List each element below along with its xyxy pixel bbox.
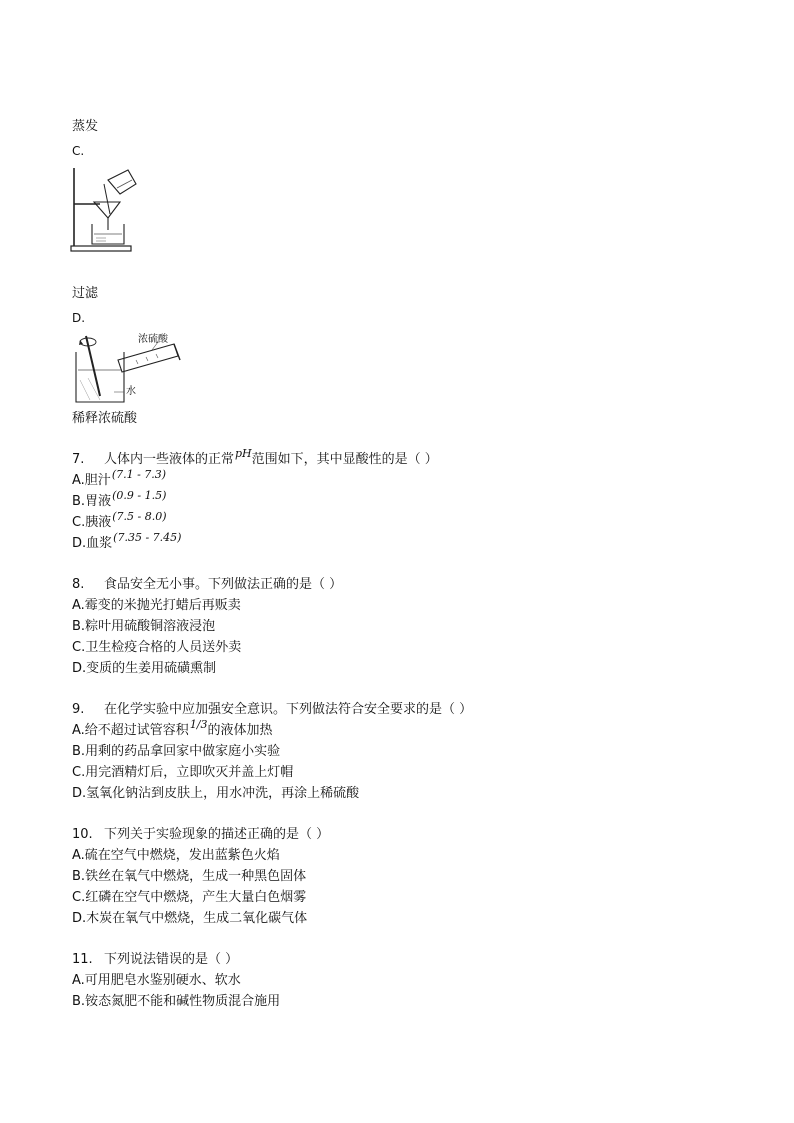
question-11-option-a[interactable]: A.可用肥皂水鉴别硬水、软水	[72, 973, 241, 988]
label-concentrated-acid: 浓硫酸	[138, 334, 168, 345]
question-9-option-a[interactable]: A.给不超过试管容积$^{1/3}$的液体加热	[72, 718, 273, 738]
question-7-option-d[interactable]: D.血浆$^{(7.35 - 7.45)}$	[72, 531, 182, 551]
caption-dilution: 稀释浓硫酸	[72, 411, 138, 426]
question-9-option-b[interactable]: B.用剩的药品拿回家中做家庭小实验	[72, 744, 281, 759]
question-11-option-b[interactable]: B.铵态氮肥不能和碱性物质混合施用	[72, 994, 281, 1009]
question-number: 7.	[72, 452, 85, 467]
option-d-letter: D.	[72, 311, 86, 325]
caption-evaporation: 蒸发	[72, 119, 99, 134]
question-number: 10.	[72, 827, 93, 842]
question-7-option-b[interactable]: B.胃液$^{(0.9 - 1.5)}$	[72, 489, 167, 509]
question-10-option-c[interactable]: C.红磷在空气中燃烧，产生大量白色烟雾	[72, 890, 307, 905]
question-8-option-c[interactable]: C.卫生检疫合格的人员送外卖	[72, 640, 242, 655]
question-9-option-c[interactable]: C.用完酒精灯后，立即吹灭并盖上灯帽	[72, 765, 294, 780]
option-c-letter: C.	[72, 144, 85, 158]
question-11-stem: 11. 下列说法错误的是（ ）	[72, 952, 239, 967]
question-9-stem: 9. 在化学实验中应加强安全意识。下列做法符合安全要求的是（ ）	[72, 702, 473, 717]
label-water: 水	[126, 386, 136, 397]
question-number: 9.	[72, 702, 85, 717]
question-7-option-a[interactable]: A.胆汁$^{(7.1 - 7.3)}$	[72, 468, 167, 488]
question-8-stem: 8. 食品安全无小事。下列做法正确的是（ ）	[72, 577, 343, 592]
question-10-option-d[interactable]: D.木炭在氧气中燃烧，生成二氧化碳气体	[72, 911, 308, 926]
question-10-option-a[interactable]: A.硫在空气中燃烧，发出蓝紫色火焰	[72, 848, 280, 863]
question-9-option-d[interactable]: D.氢氧化钠沾到皮肤上，用水冲洗，再涂上稀硫酸	[72, 786, 360, 801]
question-7-option-c[interactable]: C.胰液$^{(7.5 - 8.0)}$	[72, 510, 167, 530]
caption-filtration: 过滤	[72, 286, 99, 301]
question-8-option-a[interactable]: A.霉变的米抛光打蜡后再贩卖	[72, 598, 241, 613]
question-8-option-b[interactable]: B.粽叶用硫酸铜溶液浸泡	[72, 619, 216, 634]
math-ph: pH	[235, 447, 252, 460]
question-10-option-b[interactable]: B.铁丝在氧气中燃烧，生成一种黑色固体	[72, 869, 307, 884]
question-8-option-d[interactable]: D.变质的生姜用硫磺熏制	[72, 661, 217, 676]
filtration-apparatus-figure	[70, 162, 142, 254]
question-10-stem: 10. 下列关于实验现象的描述正确的是（ ）	[72, 827, 330, 842]
question-number: 11.	[72, 952, 93, 967]
math-one-third: 1/3	[189, 718, 208, 731]
question-number: 8.	[72, 577, 85, 592]
question-7-stem: 7. 人体内一些液体的正常$^{pH}$范围如下，其中显酸性的是（ ）	[72, 447, 438, 467]
